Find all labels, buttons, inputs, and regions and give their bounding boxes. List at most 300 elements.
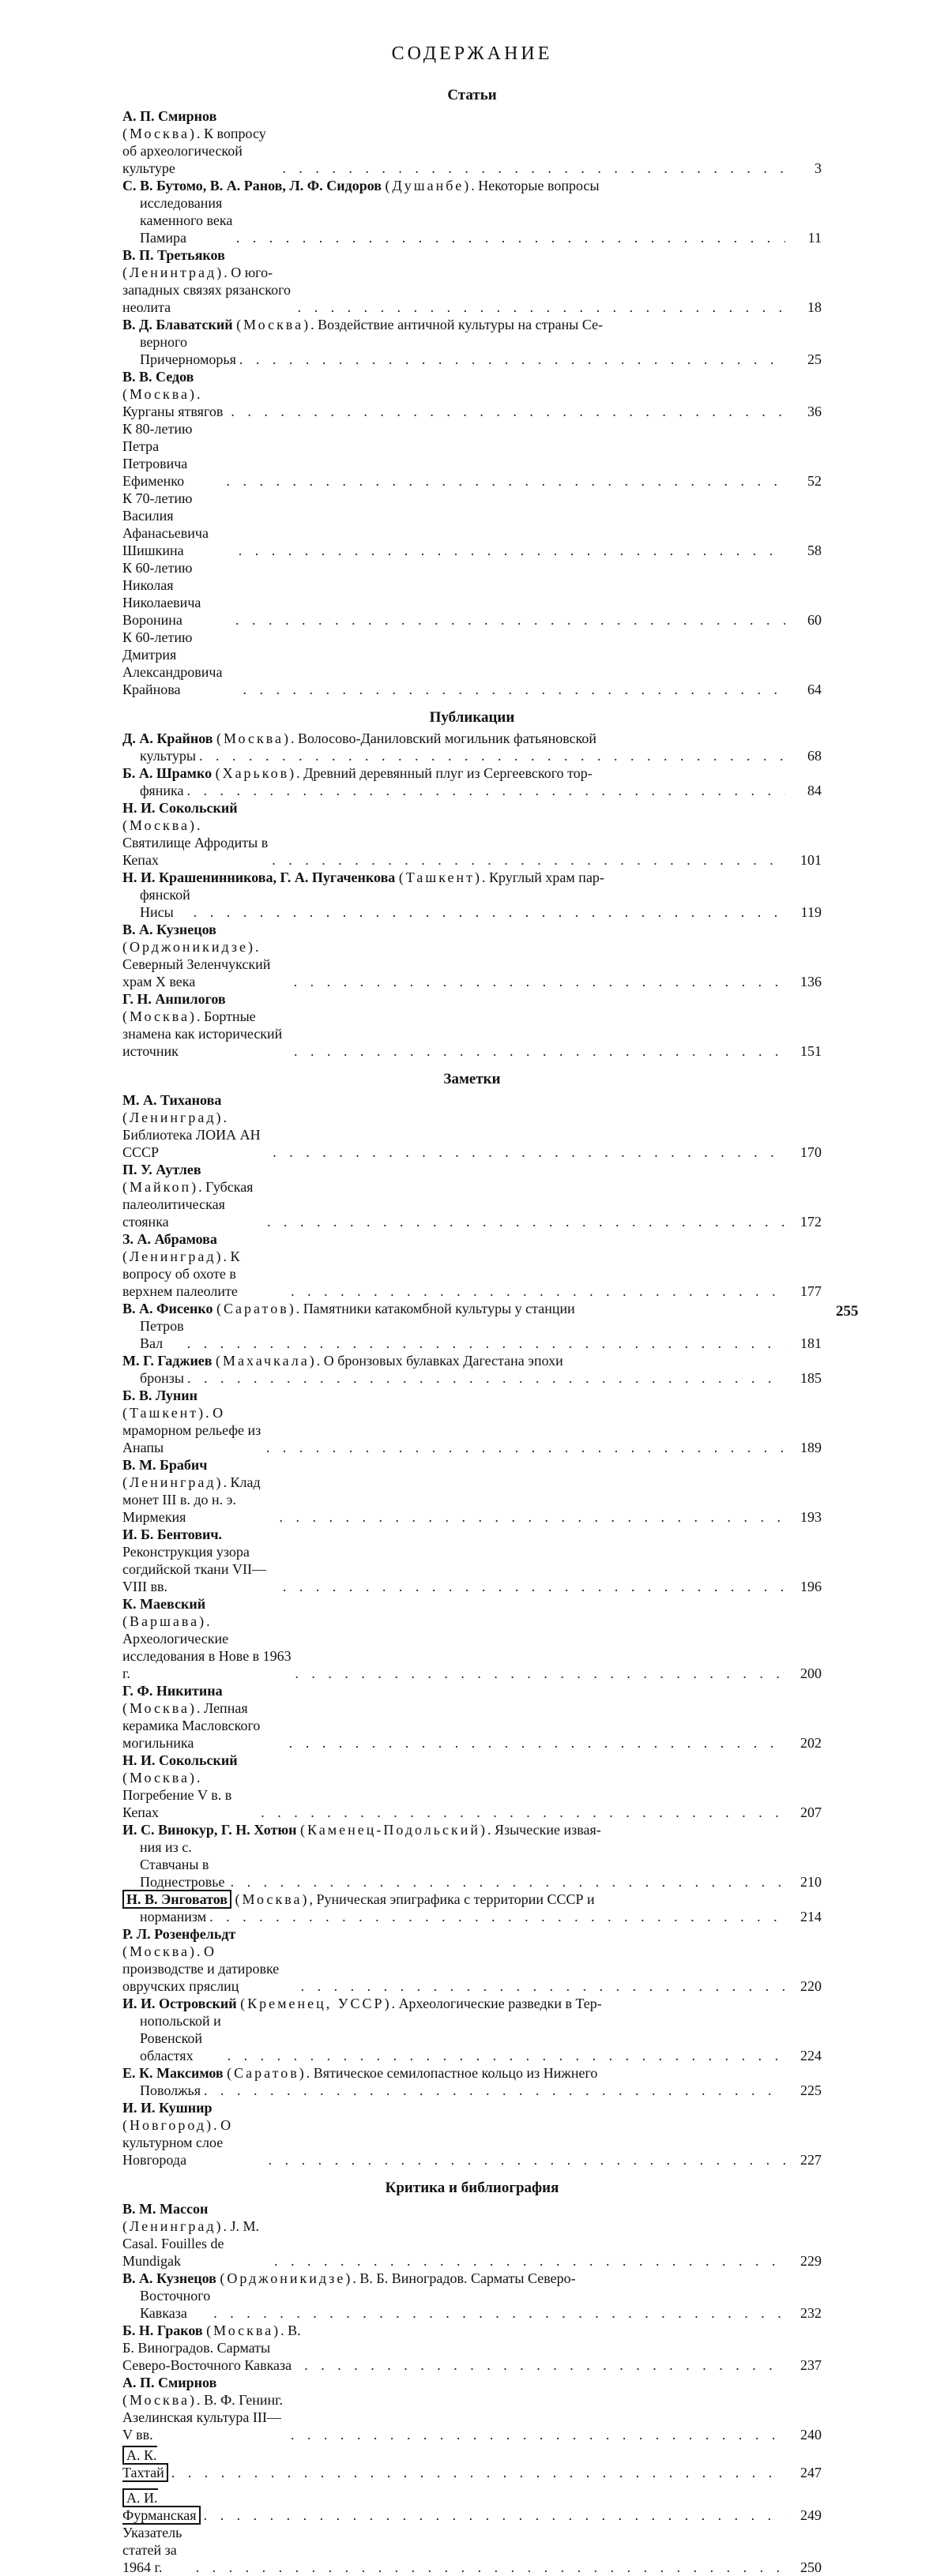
entry-page: 249 (800, 2507, 822, 2523)
entry-author: В. М. Массон (122, 2201, 209, 2217)
toc-entry-text (122, 1995, 602, 2012)
dot-leader (186, 782, 785, 799)
entry-page: 177 (800, 1283, 822, 1299)
dot-leader (280, 1508, 785, 1526)
dot-leader (187, 1335, 785, 1352)
toc-entry-line (122, 1595, 822, 1682)
toc-entry (122, 1821, 822, 1891)
entry-title: . В. Ф. Генинг. Азелинская культура III—V вв. (122, 2392, 283, 2443)
toc-entry (122, 1230, 822, 1300)
toc-entry-line (122, 886, 822, 921)
entry-title: К 80-летию Петра Петровича Ефименко (122, 421, 193, 489)
entry-title-continuation: норманизм (140, 1909, 207, 1924)
page-number: 255 (836, 1303, 859, 1320)
memorial-entry (122, 2446, 822, 2481)
entry-author: З. А. Абрамова (122, 1231, 217, 1247)
entry-title: . Археологические исследования в Нове в 1963 г. (122, 1613, 292, 1681)
entry-page: 119 (800, 904, 822, 920)
toc-entry (122, 2322, 822, 2374)
toc-entry-line (122, 1526, 822, 1595)
toc-entry (122, 559, 822, 629)
toc-entry-text (122, 2446, 168, 2481)
dot-leader (291, 2426, 785, 2443)
toc-entry-line (122, 2082, 822, 2099)
toc-entry-text (122, 107, 279, 177)
toc-entry (122, 921, 822, 990)
toc-entry-line (122, 490, 822, 559)
toc-entry-text (122, 629, 239, 698)
entry-page: 170 (800, 1144, 822, 1160)
entry-author: В. А. Фисенко (122, 1301, 213, 1316)
entry-title: . О производстве и датировке овручских пряслиц (122, 1943, 280, 1994)
toc-entry-line (122, 177, 822, 194)
toc-entry-text (122, 1230, 288, 1300)
toc-entry-line (122, 1821, 822, 1838)
toc-entry (122, 1595, 822, 1682)
memorial-name: А. И. Фурманская (122, 2488, 201, 2525)
entry-title: . Археологические разведки в Тер- (391, 1996, 602, 2011)
section-heading: Статьи (447, 87, 497, 103)
toc-entry-line (122, 2099, 822, 2169)
entry-page: 25 (807, 351, 822, 367)
toc-entry-text (122, 2200, 271, 2270)
toc-entry-text (122, 2270, 576, 2287)
dot-leader (228, 2047, 785, 2064)
toc-entry (122, 2270, 822, 2322)
entry-title: . Волосово-Даниловский могильник фатьяновской (290, 730, 597, 746)
entry-page: 189 (800, 1440, 822, 1455)
entry-title: . Воздействие античной культуры на страны Се- (310, 317, 604, 332)
toc-entry-line (122, 194, 822, 246)
toc-entry-text (122, 730, 596, 747)
dot-leader (283, 1578, 785, 1595)
toc-entry-line (122, 2489, 822, 2524)
toc-entry-line (122, 799, 822, 869)
dot-leader (231, 1873, 785, 1891)
toc-entry (122, 420, 822, 490)
entry-title-continuation: нопольской и Ровенской областях (140, 2013, 221, 2063)
entry-title: . Древний деревянный плуг из Сергеевского тор- (296, 765, 592, 781)
toc-entry-text (122, 764, 592, 782)
entry-city: (Москва) (216, 730, 291, 746)
entry-author: И. Б. Бентович. (122, 1526, 223, 1542)
entry-city: (Орджоникидзе) (122, 939, 256, 955)
toc-entry (122, 1300, 822, 1352)
entry-city: (Саратов) (227, 2065, 307, 2081)
entry-page: 237 (799, 2357, 822, 2373)
entry-page: 224 (800, 2048, 822, 2063)
entry-title: . Бортные знамена как исторический источник (122, 1008, 283, 1059)
toc-entry (122, 2200, 822, 2270)
page-title: СОДЕРЖАНИЕ (391, 43, 553, 64)
entry-title-continuation: ния из с. Ставчаны в Поднестровье (140, 1839, 225, 1890)
toc-entry-line (122, 1230, 822, 1300)
toc-entry-line (122, 420, 822, 490)
toc-entry-line (122, 246, 822, 316)
entry-title-continuation: фянской Нисы (140, 887, 190, 920)
entry-author: Б. Н. Граков (122, 2323, 203, 2338)
entry-city: (Москва) (122, 1700, 197, 1716)
entry-city: (Махачкала) (216, 1353, 317, 1369)
dot-leader (243, 681, 785, 698)
dot-leader (291, 1282, 785, 1300)
entry-city: (Москва) (236, 317, 311, 332)
entry-title-continuation: исследования каменного века Памира (140, 195, 233, 246)
toc-entry (122, 799, 822, 869)
dot-leader (294, 973, 785, 990)
entry-page: 207 (800, 1804, 822, 1820)
toc-entry (122, 316, 822, 368)
toc-entry-text (122, 2322, 301, 2374)
entry-page: 58 (807, 543, 822, 558)
toc-entry-line (122, 1317, 822, 1352)
toc-entry (122, 107, 822, 177)
toc-entry-text (122, 1300, 575, 1317)
entry-page: 229 (800, 2253, 822, 2269)
dot-leader (209, 1908, 785, 1925)
dot-leader (274, 2252, 785, 2270)
toc-entry-line (122, 747, 822, 764)
toc-entry-line (122, 1369, 822, 1387)
toc-entry-line (122, 1161, 822, 1230)
entry-city: (Орджоникидзе) (220, 2270, 353, 2286)
entry-city: (Ленинтрад) (122, 265, 224, 280)
toc-entry-line (122, 1925, 822, 1995)
entry-city: (Саратов) (216, 1301, 296, 1316)
toc-entry-line (122, 316, 822, 333)
toc-entry-text (122, 1682, 286, 1752)
toc-entry (122, 1682, 822, 1752)
toc-entry-text (122, 246, 295, 316)
dot-leader (272, 851, 785, 869)
entry-title: . J. M. Casal. Fouilles de Mundigak (122, 2218, 260, 2269)
entry-author: Е. К. Максимов (122, 2065, 224, 2081)
toc-entry-line (122, 1891, 822, 1908)
entry-page: 196 (800, 1579, 822, 1594)
toc-entry-text (122, 921, 291, 990)
entry-author: А. П. Смирнов (122, 108, 217, 124)
toc-entry-text (122, 559, 232, 629)
section-heading: Критика и библиография (385, 2180, 559, 2196)
toc-entry-line (122, 2064, 822, 2082)
entry-city: (Ленинград) (122, 2218, 224, 2234)
entry-author: И. И. Островский (122, 1996, 237, 2011)
entry-page: 11 (807, 230, 822, 246)
entry-page: 200 (800, 1665, 822, 1681)
dot-leader (267, 1213, 785, 1230)
entry-author: И. И. Кушнир (122, 2100, 213, 2116)
toc-entry-line (122, 730, 822, 747)
entry-city: (Харьков) (215, 765, 297, 781)
entry-title: . О юго-западных связях рязанского неолита (122, 265, 292, 315)
toc-entry-text (122, 1891, 595, 1908)
dot-leader (269, 2151, 785, 2169)
toc-entry-line (122, 990, 822, 1060)
entry-author: П. У. Аутлев (122, 1162, 201, 1177)
entry-page: 101 (800, 852, 822, 868)
toc-entry-text (122, 1456, 276, 1526)
entry-title-continuation: культуры (140, 748, 196, 764)
toc-entry (122, 1526, 822, 1595)
index-entry (122, 2524, 822, 2576)
toc-entry-line (122, 107, 822, 177)
toc-entry (122, 2374, 822, 2443)
entry-city: (Ленинград) (122, 1474, 224, 1490)
dot-leader (231, 403, 785, 420)
entry-title: . Библиотека ЛОИА АН СССР (122, 1110, 261, 1160)
entry-page: 64 (807, 682, 822, 697)
entry-city: (Варшава) (122, 1613, 207, 1629)
entry-title: К 60-летию Николая Николаевича Воронина (122, 560, 201, 628)
toc-entry-line (122, 1091, 822, 1161)
dot-leader (194, 903, 785, 921)
toc-entry-text (122, 2099, 265, 2169)
toc-entry-line (122, 2200, 822, 2270)
entry-title-continuation: верного Причерноморья (140, 334, 236, 367)
entry-title: . Губская палеолитическая стоянка (122, 1179, 254, 1230)
entry-city: (Ленинград) (122, 1110, 224, 1125)
entry-author: С. В. Бутомо, В. А. Ранов, Л. Ф. Сидоров (122, 178, 382, 193)
entry-author: Н. И. Крашенинникова, Г. А. Пугаченкова (122, 869, 396, 885)
dot-leader (239, 542, 785, 559)
toc-entry (122, 1161, 822, 1230)
dot-leader (289, 1734, 785, 1752)
entry-title: . Вятическое семилопастное кольцо из Нижнего (306, 2065, 598, 2081)
entry-author: Г. Н. Анпилогов (122, 991, 226, 1007)
entry-title: . К вопросу об археологической культуре (122, 126, 266, 176)
entry-city: (Майкоп) (122, 1179, 199, 1195)
table-of-contents (122, 0, 822, 2576)
dot-leader (236, 229, 785, 246)
entry-page: 225 (800, 2082, 822, 2098)
entry-author: В. А. Кузнецов (122, 922, 216, 937)
entry-author: Р. Л. Розенфельдт (122, 1926, 236, 1942)
toc-entry (122, 1995, 822, 2064)
toc-entry-line (122, 368, 822, 420)
toc-entry-line (122, 1300, 822, 1317)
dot-leader (298, 299, 785, 316)
toc-entry-text (122, 1821, 601, 1838)
entry-city: (Москва) (122, 126, 197, 141)
entry-page: 247 (800, 2465, 822, 2480)
dot-leader (187, 1369, 785, 1387)
entry-author: И. С. Винокур, Г. Н. Хотюн (122, 1822, 297, 1838)
entry-page: 68 (807, 748, 822, 764)
dot-leader (301, 1977, 785, 1995)
dot-leader (282, 160, 785, 177)
entry-city: (Кременец, УССР) (240, 1996, 392, 2011)
entry-author: Г. Ф. Никитина (122, 1683, 223, 1699)
toc-entry (122, 490, 822, 559)
entry-page: 220 (800, 1978, 822, 1994)
toc-entry-line (122, 2012, 822, 2064)
toc-entry-line (122, 2270, 822, 2287)
dot-leader (196, 2559, 785, 2576)
toc-entry-line (122, 869, 822, 886)
entry-title: Реконструкция узора согдийской ткани VII—VIII вв. (122, 1544, 266, 1594)
entry-author: А. П. Смирнов (122, 2375, 217, 2390)
toc-entry-text (122, 177, 600, 194)
entry-title-continuation: Поволжья (140, 2082, 201, 2098)
entry-city: (Москва) (122, 817, 197, 833)
entry-title: . Лепная керамика Масловского могильника (122, 1700, 261, 1751)
entry-page: 210 (800, 1874, 822, 1890)
toc-entry-text (122, 1526, 280, 1595)
toc-entry-line (122, 1838, 822, 1891)
toc-entry-text (122, 420, 223, 490)
dot-leader (171, 2464, 785, 2481)
entry-page: 36 (807, 404, 822, 419)
entry-title: . О бронзовых булавках Дагестана эпохи (316, 1353, 563, 1369)
toc-entry-line (122, 782, 822, 799)
toc-entry-line (122, 629, 822, 698)
entry-author: В. В. Седов (122, 369, 194, 385)
entry-page: 240 (800, 2427, 822, 2443)
dot-leader (304, 2356, 785, 2374)
entry-page: 151 (800, 1043, 822, 1059)
entry-title: . Памятники катакомбной культуры у станции (295, 1301, 575, 1316)
toc-entry (122, 1752, 822, 1821)
memorial-entry (122, 2489, 822, 2524)
toc-entry (122, 177, 822, 246)
entry-page: 227 (800, 2152, 822, 2168)
dot-leader (273, 1143, 785, 1161)
toc-entry-text (122, 1091, 269, 1161)
toc-entry-line (122, 2322, 822, 2374)
toc-entry-text (122, 1352, 563, 1369)
entry-city: (Москва) (122, 1008, 197, 1024)
entry-title: . Погребение V в. в Кепах (122, 1770, 232, 1820)
entry-city: (Новгород) (122, 2117, 214, 2133)
entry-page: 250 (800, 2559, 822, 2575)
entry-author: М. Г. Гаджиев (122, 1353, 213, 1369)
entry-city: (Москва) (122, 2392, 197, 2408)
toc-entry-line (122, 2374, 822, 2443)
entry-author: Н. В. Энговатов (122, 1890, 231, 1909)
entry-author: В. А. Кузнецов (122, 2270, 216, 2286)
dot-leader (235, 611, 785, 629)
entry-city: (Москва) (122, 1770, 197, 1786)
toc-entry-line (122, 1456, 822, 1526)
entry-author: Д. А. Крайнов (122, 730, 213, 746)
toc-entry (122, 368, 822, 420)
toc-entry-line (122, 333, 822, 368)
toc-entry-line (122, 1682, 822, 1752)
entry-page: 52 (807, 473, 822, 489)
section-heading: Публикации (429, 709, 515, 726)
dot-leader (199, 747, 785, 764)
dot-leader (204, 2507, 785, 2524)
entry-author: В. П. Третьяков (122, 247, 225, 263)
entry-title: . Языческие извая- (487, 1822, 601, 1838)
toc-entry-text (122, 2064, 597, 2082)
toc-entry-line (122, 2524, 822, 2576)
memorial-name: А. К. Тахтай (122, 2446, 168, 2482)
toc-entry-text (122, 490, 235, 559)
entry-title: . Клад монет III в. до н. э. Мирмекия (122, 1474, 261, 1525)
entry-title: К 70-летию Василия Афанасьевича Шишкина (122, 490, 209, 558)
entry-author: К. Маевский (122, 1596, 206, 1612)
toc-entry-text (122, 316, 603, 333)
toc-entry (122, 629, 822, 698)
dot-leader (213, 2304, 785, 2322)
entry-title: . О мраморном рельефе из Анапы (122, 1405, 261, 1455)
toc-entry (122, 990, 822, 1060)
entry-author: Б. В. Лунин (122, 1388, 198, 1403)
toc-entry (122, 246, 822, 316)
entry-title: . В. Б. Виноградов. Сарматы Северо-Восточного Кавказа (122, 2323, 301, 2373)
entry-page: 172 (800, 1214, 822, 1230)
entry-title-continuation: бронзы (140, 1370, 184, 1386)
entry-author: Н. И. Сокольский (122, 800, 238, 816)
entry-page: 60 (807, 612, 822, 628)
entry-author: Б. А. Шрамко (122, 765, 213, 781)
entry-page: 136 (800, 974, 822, 989)
entry-author: М. А. Тиханова (122, 1092, 222, 1108)
entry-title: . К вопросу об охоте в верхнем палеолите (122, 1249, 240, 1299)
toc-entry (122, 2064, 822, 2099)
dot-leader (226, 472, 785, 490)
toc-entry-line (122, 921, 822, 990)
toc-entry-line (122, 1995, 822, 2012)
toc-entry-line (122, 1352, 822, 1369)
entry-title: . Святилище Афродиты в Кепах (122, 817, 269, 868)
toc-entry-line (122, 1752, 822, 1821)
entry-page: 193 (800, 1509, 822, 1525)
entry-title-continuation: Петров Вал (140, 1318, 184, 1351)
toc-entry (122, 869, 822, 921)
entry-city: (Москва) (122, 1943, 197, 1959)
entry-page: 3 (814, 160, 822, 176)
entry-page: 18 (807, 299, 822, 315)
toc-entry-line (122, 559, 822, 629)
toc-entry (122, 1891, 822, 1925)
toc-entry-text (122, 990, 291, 1060)
dot-leader (295, 1665, 785, 1682)
toc-entry-line (122, 2446, 822, 2481)
entry-author: В. Д. Блаватский (122, 317, 233, 332)
entry-title: . В. Б. Виноградов. Сарматы Северо- (352, 2270, 576, 2286)
entry-city: (Душанбе) (385, 178, 472, 193)
dot-leader (204, 2082, 785, 2099)
toc-entry-text (122, 1925, 298, 1995)
entry-page: 214 (800, 1909, 822, 1924)
entry-author: В. М. Брабич (122, 1457, 208, 1473)
index-title: Указатель статей за 1964 г. (122, 2525, 182, 2575)
toc-entry (122, 764, 822, 799)
toc-entry-text (122, 2374, 288, 2443)
toc-entry (122, 1925, 822, 1995)
dot-leader (239, 351, 785, 368)
toc-entry (122, 730, 822, 764)
entry-page: 185 (800, 1370, 822, 1386)
toc-entry (122, 1352, 822, 1387)
entry-page: 202 (800, 1735, 822, 1751)
entry-title: . Северный Зеленчукский храм X века (122, 939, 271, 989)
toc-entry-text (122, 1752, 258, 1821)
entry-page: 232 (800, 2305, 822, 2321)
entry-title: , Руническая эпиграфика с территории СССР и (309, 1891, 595, 1907)
dot-leader (266, 1439, 785, 1456)
entry-title: К 60-летию Дмитрия Александровича Крайнова (122, 629, 223, 697)
toc-entry-text (122, 1161, 264, 1230)
toc-entry-text (122, 2489, 201, 2524)
entry-city: (Москва) (235, 1891, 310, 1907)
entry-title: . Курганы ятвягов (122, 386, 224, 419)
entry-title: . Некоторые вопросы (471, 178, 600, 193)
entry-city: (Москва) (122, 386, 197, 402)
dot-leader (261, 1804, 785, 1821)
